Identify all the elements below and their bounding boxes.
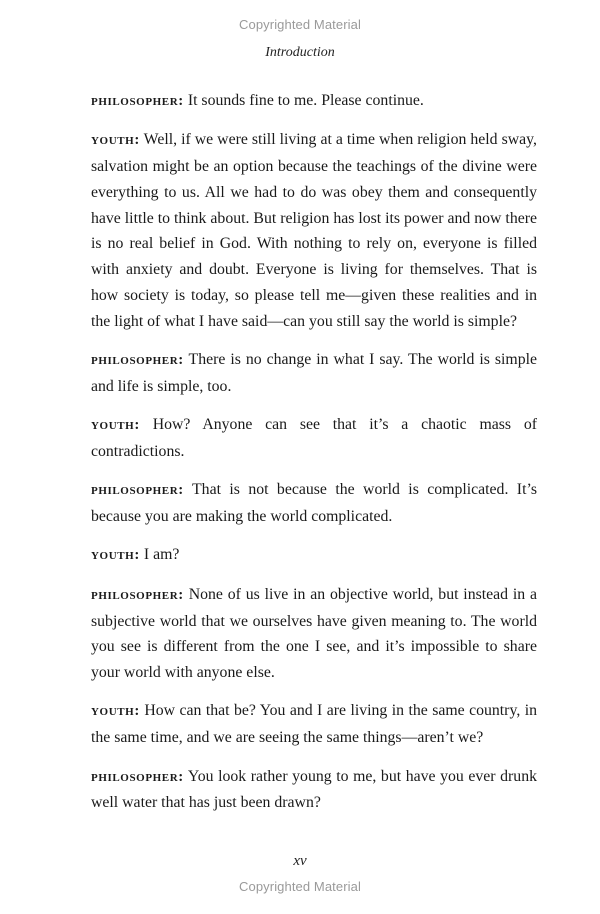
dialogue-text: None of us live in an objective world, but instead in a subjective world that we ourselves have given meaning to. The world you see is different from the one I see, and it’s impossible to share your world with anyone else. bbox=[91, 585, 537, 682]
dialogue-text: How can that be? You and I are living in the same country, in the same time, and we are seeing the same things—aren’t we? bbox=[91, 702, 537, 747]
speaker-label: philosopher: bbox=[91, 93, 184, 109]
copyright-watermark-bottom: Copyrighted Material bbox=[239, 879, 361, 894]
dialogue-paragraph bbox=[91, 477, 537, 530]
dialogue-paragraph bbox=[91, 542, 537, 569]
dialogue-text: I am? bbox=[143, 546, 180, 564]
speaker-label: youth: bbox=[91, 132, 140, 149]
dialogue-text: There is no change in what I say. The world is simple and life is simple, too. bbox=[91, 351, 537, 395]
copyright-watermark-top: Copyrighted Material bbox=[239, 17, 361, 32]
speaker-label: youth: bbox=[91, 547, 140, 564]
dialogue-paragraph bbox=[91, 127, 537, 334]
dialogue-text: It sounds fine to me. Please continue. bbox=[187, 92, 424, 109]
speaker-label: youth: bbox=[91, 703, 140, 720]
speaker-label: philosopher: bbox=[91, 586, 184, 603]
dialogue-body bbox=[91, 88, 537, 829]
dialogue-paragraph bbox=[91, 347, 537, 400]
dialogue-text: How? Anyone can see that it’s a chaotic mass of contradictions. bbox=[91, 416, 537, 461]
dialogue-paragraph bbox=[91, 764, 537, 817]
speaker-label: philosopher: bbox=[91, 768, 184, 785]
page-number: xv bbox=[293, 853, 307, 869]
speaker-label: youth: bbox=[91, 417, 140, 434]
dialogue-paragraph bbox=[91, 88, 537, 115]
dialogue-text: Well, if we were still living at a time when religion held sway, salvation might be an option because the teachings of the divine were everything to us. All we had to do was obey them and consequently have little to think about. But religion has lost its power and now there is no real belief in God. With nothing to rely on, everyone is filled with anxiety and doubt. Everyone is living for themselves. That is how society is today, so please tell me—given these realities and in the light of what I have said—can you still say the world is simple? bbox=[91, 131, 537, 330]
speaker-label: philosopher: bbox=[91, 482, 184, 499]
speaker-label: philosopher: bbox=[91, 352, 184, 369]
dialogue-text: That is not because the world is complicated. It’s because you are making the world complicated. bbox=[91, 481, 537, 526]
dialogue-text: You look rather young to me, but have you ever drunk well water that has just been drawn? bbox=[91, 767, 537, 812]
dialogue-paragraph bbox=[91, 412, 537, 465]
dialogue-paragraph bbox=[91, 698, 537, 751]
dialogue-paragraph bbox=[91, 582, 537, 686]
running-head: Introduction bbox=[265, 45, 335, 60]
